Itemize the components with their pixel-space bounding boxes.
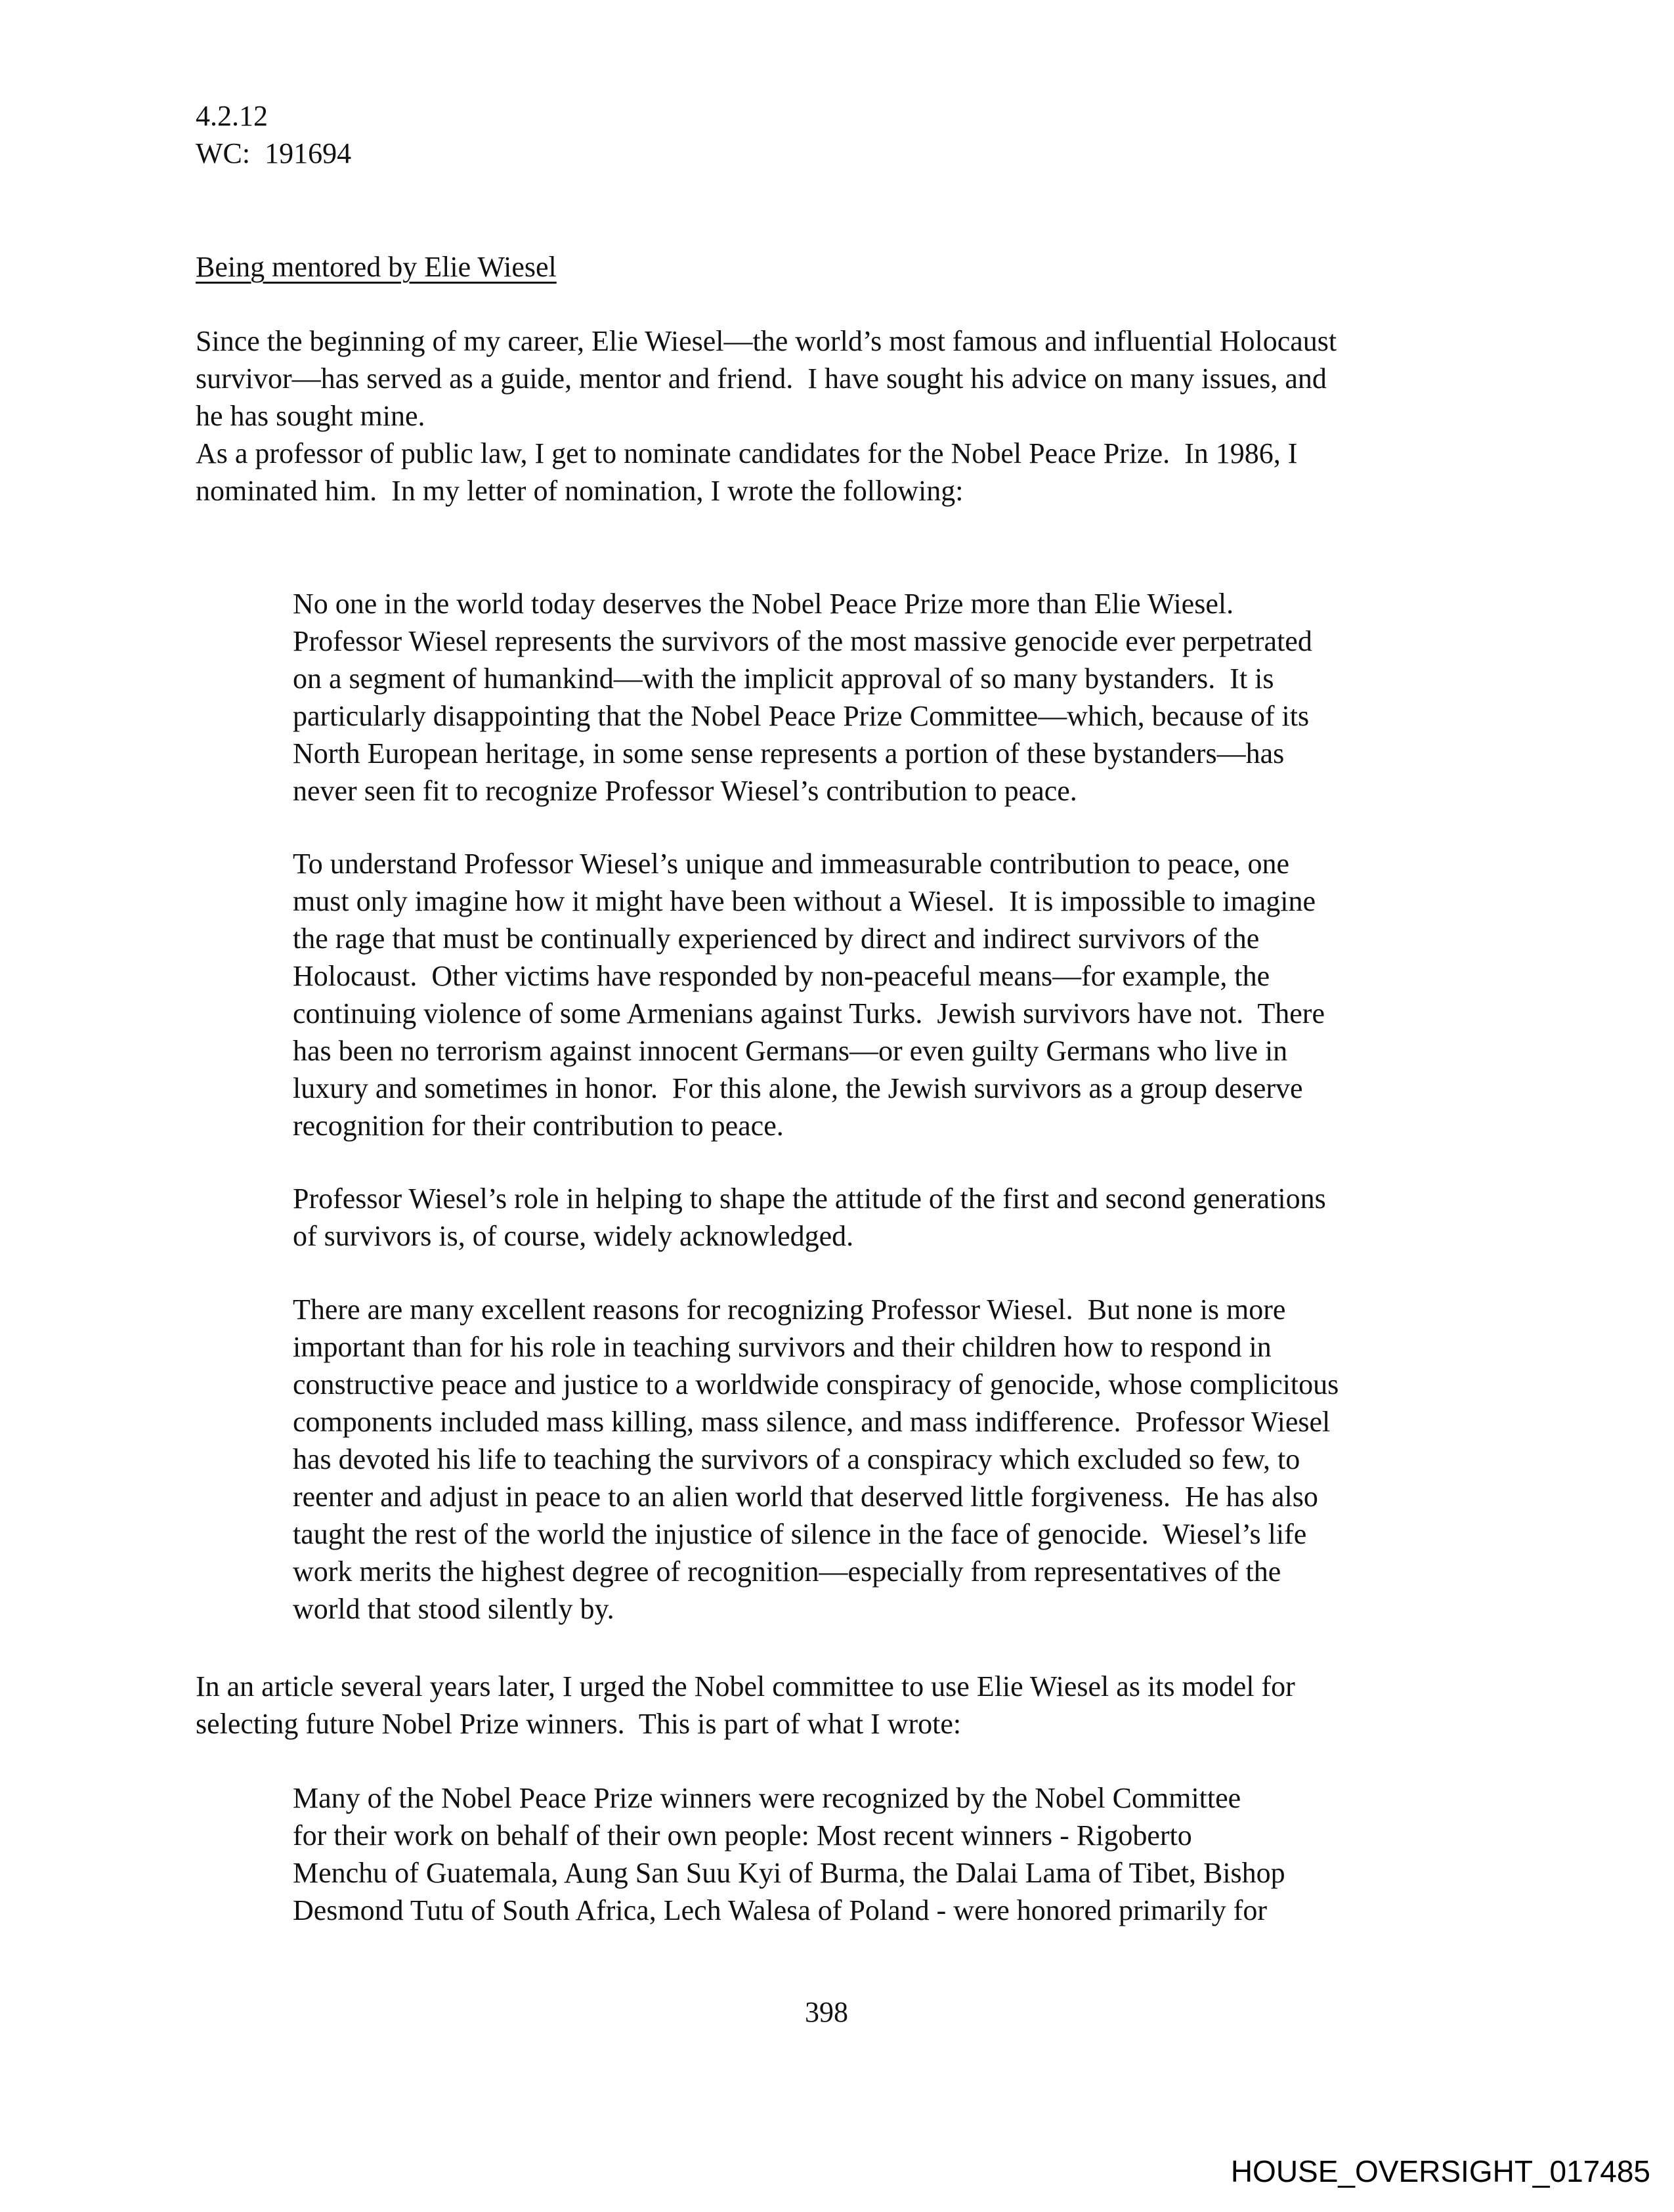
paragraph-article <box>196 1668 1482 1743</box>
text-line: Since the beginning of my career, Elie Wiesel—the world’s most famous and influential Holocaust <box>196 325 1337 357</box>
block-quote-nomination-3 <box>293 1180 1494 1255</box>
document-date: 4.2.12 <box>196 100 268 132</box>
block-quote-nomination-2 <box>293 845 1494 1144</box>
text-line: selecting future Nobel Prize winners. This is part of what I wrote: <box>196 1708 962 1740</box>
text-line: has been no terrorism against innocent Germans—or even guilty Germans who live in <box>293 1035 1288 1067</box>
text-line: To understand Professor Wiesel’s unique and immeasurable contribution to peace, one <box>293 848 1290 880</box>
text-line: North European heritage, in some sense represents a portion of these bystanders—has <box>293 737 1285 770</box>
block-quote-nomination-1 <box>293 585 1494 810</box>
text-line: for their work on behalf of their own people: Most recent winners - Rigoberto <box>293 1819 1192 1852</box>
text-line: on a segment of humankind—with the implicit approval of so many bystanders. It is <box>293 662 1274 695</box>
text-line: reenter and adjust in peace to an alien world that deserved little forgiveness. He has also <box>293 1481 1318 1513</box>
text-line: Many of the Nobel Peace Prize winners were recognized by the Nobel Committee <box>293 1782 1241 1814</box>
paragraph-nomination <box>196 435 1482 510</box>
text-line: never seen fit to recognize Professor Wiesel’s contribution to peace. <box>293 775 1077 807</box>
block-quote-article <box>293 1779 1494 1929</box>
bates-stamp: HOUSE_OVERSIGHT_017485 <box>1230 2154 1650 2188</box>
text-line: components included mass killing, mass silence, and mass indifference. Professor Wiesel <box>293 1406 1331 1438</box>
text-line: important than for his role in teaching survivors and their children how to respond in <box>293 1331 1272 1363</box>
text-line: luxury and sometimes in honor. For this alone, the Jewish survivors as a group deserve <box>293 1072 1303 1104</box>
text-line: survivor—has served as a guide, mentor and friend. I have sought his advice on many issues, and <box>196 362 1327 395</box>
text-line: particularly disappointing that the Nobel Peace Prize Committee—which, because of its <box>293 700 1310 732</box>
text-line: Professor Wiesel’s role in helping to shape the attitude of the first and second generations <box>293 1182 1326 1215</box>
text-line: he has sought mine. <box>196 400 425 432</box>
text-line: has devoted his life to teaching the survivors of a conspiracy which excluded so few, to <box>293 1443 1300 1475</box>
text-line: the rage that must be continually experienced by direct and indirect survivors of the <box>293 922 1260 955</box>
block-quote-nomination-4 <box>293 1291 1494 1628</box>
text-line: recognition for their contribution to peace. <box>293 1110 784 1142</box>
word-count: WC: 191694 <box>196 137 352 169</box>
text-line: must only imagine how it might have been without a Wiesel. It is impossible to imagine <box>293 885 1316 917</box>
text-line: Professor Wiesel represents the survivors of the most massive genocide ever perpetrated <box>293 625 1312 657</box>
section-title: Being mentored by Elie Wiesel <box>196 251 557 283</box>
text-line: nominated him. In my letter of nomination, I wrote the following: <box>196 475 964 507</box>
text-line: Desmond Tutu of South Africa, Lech Walesa of Poland - were honored primarily for <box>293 1894 1268 1926</box>
text-line: of survivors is, of course, widely acknowledged. <box>293 1220 854 1252</box>
text-line: taught the rest of the world the injustice of silence in the face of genocide. Wiesel’s life <box>293 1518 1307 1550</box>
text-line: continuing violence of some Armenians against Turks. Jewish survivors have not. There <box>293 997 1325 1030</box>
text-line: work merits the highest degree of recognition—especially from representatives of the <box>293 1555 1281 1588</box>
text-line: No one in the world today deserves the Nobel Peace Prize more than Elie Wiesel. <box>293 588 1234 620</box>
text-line: In an article several years later, I urged the Nobel committee to use Elie Wiesel as its model for <box>196 1670 1295 1702</box>
text-line: Menchu of Guatemala, Aung San Suu Kyi of Burma, the Dalai Lama of Tibet, Bishop <box>293 1857 1285 1889</box>
text-line: Holocaust. Other victims have responded by non-peaceful means—for example, the <box>293 960 1270 992</box>
text-line: There are many excellent reasons for recognizing Professor Wiesel. But none is more <box>293 1293 1286 1326</box>
paragraph-intro <box>196 322 1482 435</box>
text-line: As a professor of public law, I get to nominate candidates for the Nobel Peace Prize. In 1986, I <box>196 437 1298 469</box>
text-line: constructive peace and justice to a worldwide conspiracy of genocide, whose complicitous <box>293 1368 1339 1400</box>
page-number: 398 <box>805 1996 848 2028</box>
text-line: world that stood silently by. <box>293 1593 614 1625</box>
